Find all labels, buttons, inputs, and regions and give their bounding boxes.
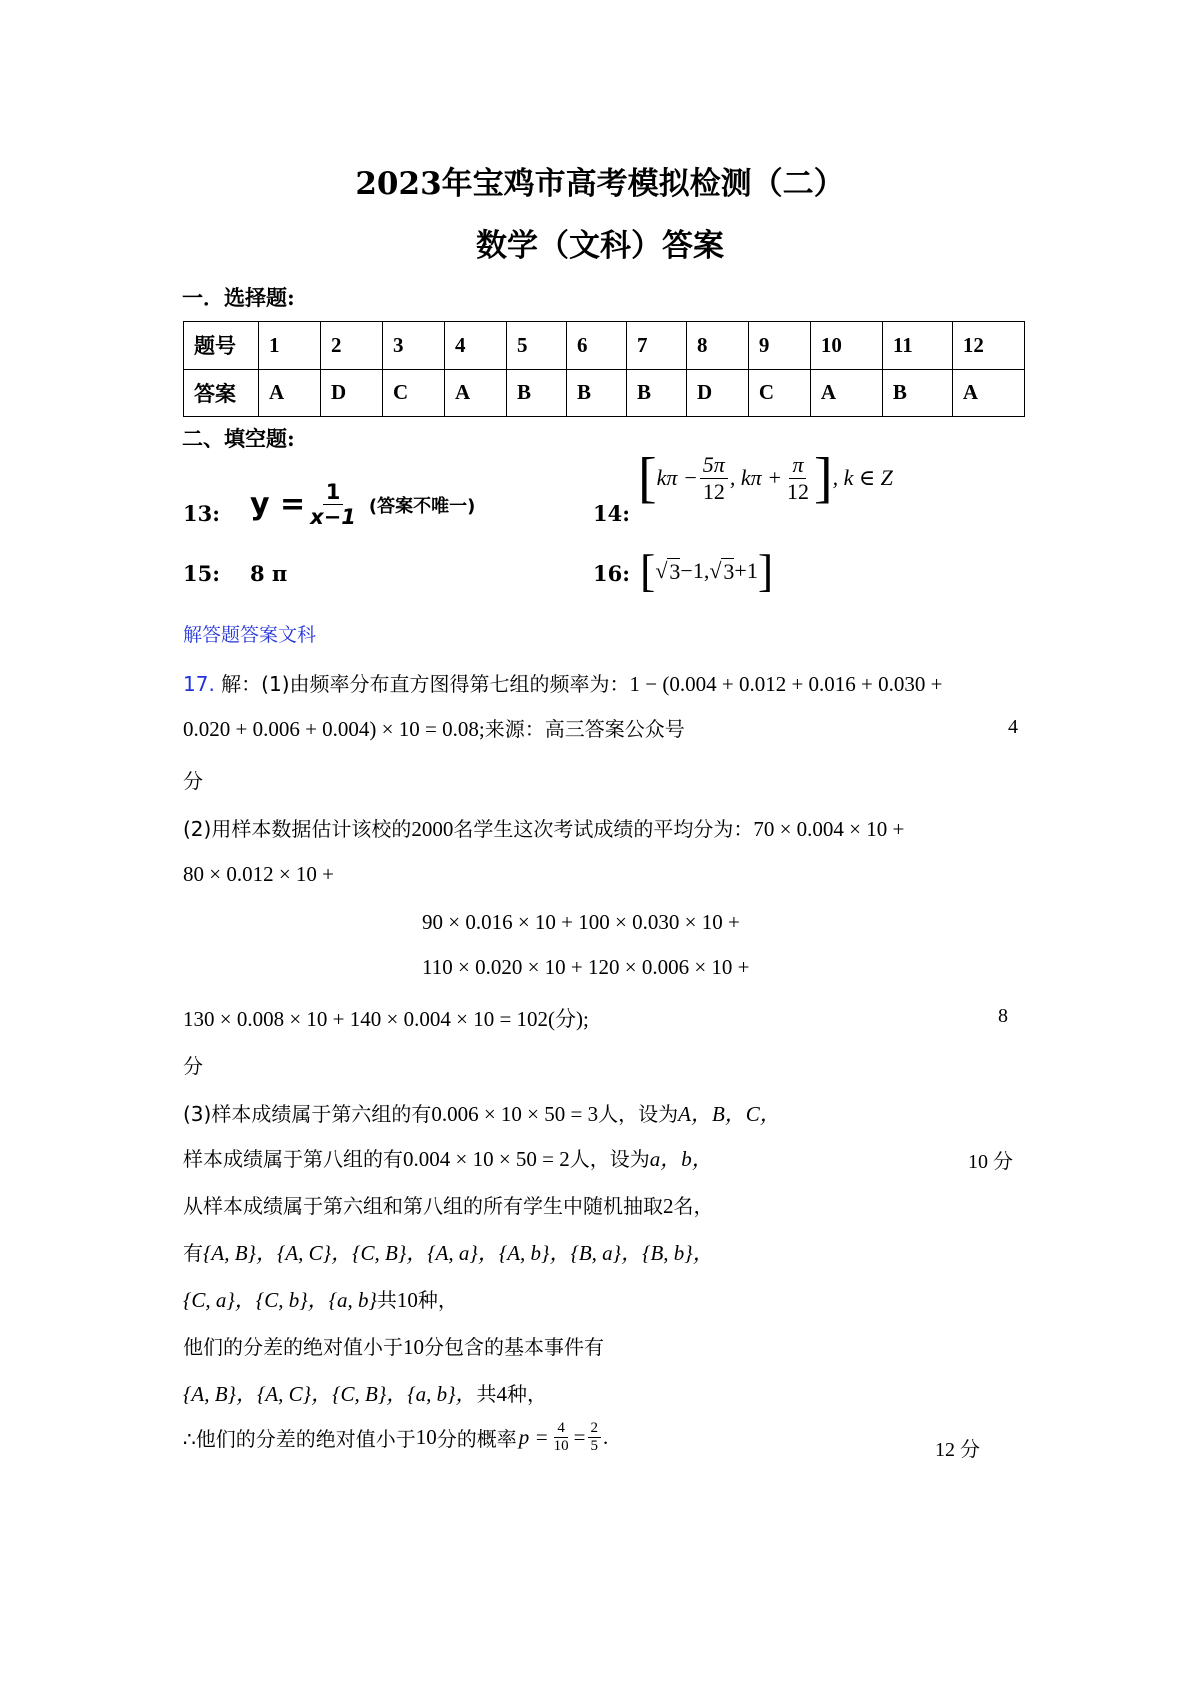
- q17-l15-eq: =: [573, 1425, 586, 1450]
- question-number: 7: [626, 322, 686, 370]
- q17-l10-text2: 名，: [673, 1194, 714, 1218]
- answer-cell: A: [952, 369, 1024, 417]
- q14-f1-numerator: 5π: [700, 452, 728, 478]
- answer-table: [183, 321, 1025, 417]
- q17-l15-num: 10: [415, 1425, 437, 1450]
- question-number: 8: [686, 322, 748, 370]
- q17-l15-p: p =: [518, 1425, 549, 1450]
- q17-l15-text: ∴他们的分差的绝对值小于: [183, 1427, 416, 1452]
- q15-label: 15:: [183, 561, 220, 586]
- q17-l8-math: 0.006 × 10 × 50 = 3: [431, 1102, 599, 1126]
- q17-l14-text2: 种，: [507, 1382, 548, 1406]
- q17-l6-math: 110 × 0.020 × 10 + 120 × 0.006 × 10 +: [422, 955, 750, 979]
- q17-f1-denominator: 10: [553, 1438, 569, 1455]
- right-bracket-icon: ]: [813, 447, 833, 509]
- q17-line-5: [422, 910, 740, 935]
- q14-part-b: , kπ +: [729, 465, 782, 490]
- q17-l8-vars: A，B，C，: [678, 1102, 781, 1126]
- q17-line-6: [422, 955, 750, 980]
- q17-line-7: [183, 1003, 589, 1033]
- q13-answer: [250, 480, 475, 529]
- q17-l2-source: 来源：高三答案公众号: [484, 717, 685, 741]
- q13-note: (答案不唯一): [368, 495, 476, 517]
- q17-l12-sets: {C, a}，{C, b}，{a, b}: [183, 1288, 377, 1312]
- q17-l13-num: 10: [403, 1335, 424, 1359]
- q17-l3-text2: 名学生这次考试成绩的平均分为：: [453, 817, 754, 841]
- q17-l3-num: 2000: [411, 817, 454, 841]
- answer-cell: B: [506, 369, 566, 417]
- q17-l12-text: 共: [376, 1288, 397, 1312]
- q17-l8-text: (3)样本成绩属于第六组的有: [183, 1102, 432, 1126]
- q13-label: 13:: [183, 501, 220, 526]
- q17-l12-num: 10: [396, 1288, 418, 1312]
- q13-numerator: 1: [323, 480, 344, 505]
- q17-l1-text: 解：(1)由频率分布直方图得第七组的频率为：: [221, 672, 630, 696]
- table-row-answers: [184, 369, 1025, 417]
- q17-l13-text: 他们的分差的绝对值小于: [183, 1335, 403, 1359]
- q17-l14-sets: {A, B}，{A, C}，{C, B}，{a, b}，: [183, 1382, 477, 1406]
- section-choice-heading: 一．选择题:: [182, 285, 295, 310]
- q17-l3-text: (2)用样本数据估计该校的: [183, 817, 412, 841]
- q17-score-4: 4: [1008, 716, 1018, 738]
- q17-l9-text: 样本成绩属于第八组的有: [183, 1147, 403, 1171]
- q15-value: 8 π: [250, 561, 288, 586]
- question-number: 10: [810, 322, 882, 370]
- q17-line-1: [183, 668, 942, 697]
- question-number: 11: [882, 322, 952, 370]
- q14-f1-denominator: 12: [702, 478, 725, 504]
- q13-fraction: [307, 480, 359, 529]
- q17-l1-math: 1 − (0.004 + 0.012 + 0.016 + 0.030 +: [629, 672, 943, 696]
- answer-cell: B: [626, 369, 686, 417]
- question-number: 9: [748, 322, 810, 370]
- q17-f2-denominator: 5: [590, 1438, 598, 1455]
- answer-cell: C: [382, 369, 444, 417]
- q17-l15-text2: 分的概率: [436, 1427, 517, 1452]
- q17-score-8: 8: [998, 1005, 1008, 1027]
- q17-line-10: [183, 1190, 714, 1219]
- answer-cell: B: [566, 369, 626, 417]
- answer-cell: A: [810, 369, 882, 417]
- q17-l10-text: 从样本成绩属于第六组和第八组的所有学生中随机抽取: [183, 1194, 663, 1218]
- q16-answer: [640, 545, 774, 596]
- q14-tail: , k ∈ Z: [832, 465, 893, 490]
- q17-f1-numerator: 4: [554, 1420, 568, 1438]
- page-title: 2023年宝鸡市高考模拟检测（二）: [355, 166, 845, 202]
- answer-cell: A: [444, 369, 506, 417]
- answer-cell: D: [320, 369, 382, 417]
- q17-line-4: [183, 862, 334, 887]
- q17-fen-1: 分: [183, 769, 203, 793]
- q17-l11-text: 有: [183, 1241, 203, 1265]
- section-fill-heading: 二、填空题:: [182, 426, 295, 451]
- sqrt-icon: √: [655, 558, 668, 583]
- q17-l11-sets: {A, B}，{A, C}，{C, B}，{A, a}，{A, b}，{B, a}，{B, b}，: [203, 1241, 714, 1265]
- q17-line-15: [183, 1420, 608, 1456]
- q17-l3-math: 70 × 0.004 × 10 +: [753, 817, 905, 841]
- q17-l7-math: 130 × 0.008 × 10 + 140 × 0.004 × 10 = 102(分);: [183, 1007, 589, 1031]
- q17-l4-math: 80 × 0.012 × 10 +: [183, 862, 335, 886]
- q17-l14-num: 4: [496, 1382, 508, 1406]
- right-bracket-icon: ]: [757, 545, 774, 596]
- answer-cell: B: [882, 369, 952, 417]
- q17-l12-text2: 种，: [417, 1288, 458, 1312]
- q17-line-9: [183, 1143, 713, 1173]
- q17-line-8: [183, 1098, 781, 1128]
- q17-line-14: [183, 1378, 547, 1408]
- q14-f2-denominator: 12: [786, 478, 809, 504]
- q14-label: 14:: [593, 501, 630, 526]
- q16-part-a: −1,: [680, 558, 710, 583]
- q17-line-2: [183, 713, 685, 742]
- q17-score-12: 12 分: [935, 1439, 980, 1461]
- q17-fen-2: 分: [183, 1054, 203, 1078]
- answer-cell: D: [686, 369, 748, 417]
- table-row-numbers: [184, 322, 1025, 370]
- left-bracket-icon: [: [638, 447, 657, 509]
- q17-f2-numerator: 2: [588, 1420, 602, 1438]
- q17-fraction-1: [551, 1420, 572, 1456]
- q17-l2-math: 0.020 + 0.006 + 0.004) × 10 = 0.08;: [183, 717, 485, 741]
- q14-f2-numerator: π: [789, 452, 806, 478]
- q17-l5-math: 90 × 0.016 × 10 + 100 × 0.030 × 10 +: [422, 910, 740, 934]
- header-label: 题号: [184, 322, 259, 370]
- solution-heading: 解答题答案文科: [183, 624, 317, 646]
- q17-l9-math: 0.004 × 10 × 50 = 2: [403, 1147, 570, 1171]
- q17-l9-vars: a，b，: [649, 1147, 713, 1171]
- q17-line-12: [183, 1284, 458, 1314]
- question-number: 12: [952, 322, 1024, 370]
- answer-cell: C: [748, 369, 810, 417]
- q17-score-10: 10 分: [968, 1151, 1013, 1173]
- question-number: 3: [382, 322, 444, 370]
- q13-denominator: x−1: [310, 505, 356, 530]
- q16-radicand-1: 3: [669, 558, 681, 584]
- q17-line-13: [183, 1331, 604, 1360]
- q14-answer: [638, 447, 893, 509]
- q17-number: 17.: [183, 672, 215, 696]
- q13-y: y =: [250, 487, 306, 523]
- q17-l10-num: 2: [663, 1194, 674, 1218]
- left-bracket-icon: [: [640, 545, 656, 596]
- q17-l15-dot: .: [603, 1425, 609, 1450]
- question-number: 1: [259, 322, 321, 370]
- q17-fraction-2: [588, 1420, 602, 1456]
- q17-l13-text2: 分包含的基本事件有: [424, 1335, 604, 1359]
- answer-cell: A: [259, 369, 321, 417]
- question-number: 6: [566, 322, 626, 370]
- q16-part-b: +1: [734, 558, 758, 583]
- q14-fraction-1: [700, 452, 728, 504]
- question-number: 4: [444, 322, 506, 370]
- question-number: 2: [320, 322, 382, 370]
- sqrt-icon: √: [709, 558, 722, 583]
- q16-label: 16:: [593, 561, 630, 586]
- question-number: 5: [506, 322, 566, 370]
- q17-line-11: [183, 1237, 714, 1267]
- q14-fraction-2: [784, 452, 812, 504]
- q16-radicand-2: 3: [723, 558, 735, 584]
- q17-l8-text2: 人，设为: [598, 1102, 679, 1126]
- q17-line-3: [183, 813, 904, 842]
- q14-part-a: kπ −: [656, 465, 698, 490]
- q17-l9-text2: 人，设为: [569, 1147, 650, 1171]
- answer-label: 答案: [184, 369, 259, 417]
- page-subtitle: 数学（文科）答案: [476, 228, 724, 264]
- q17-l14-text: 共: [476, 1382, 497, 1406]
